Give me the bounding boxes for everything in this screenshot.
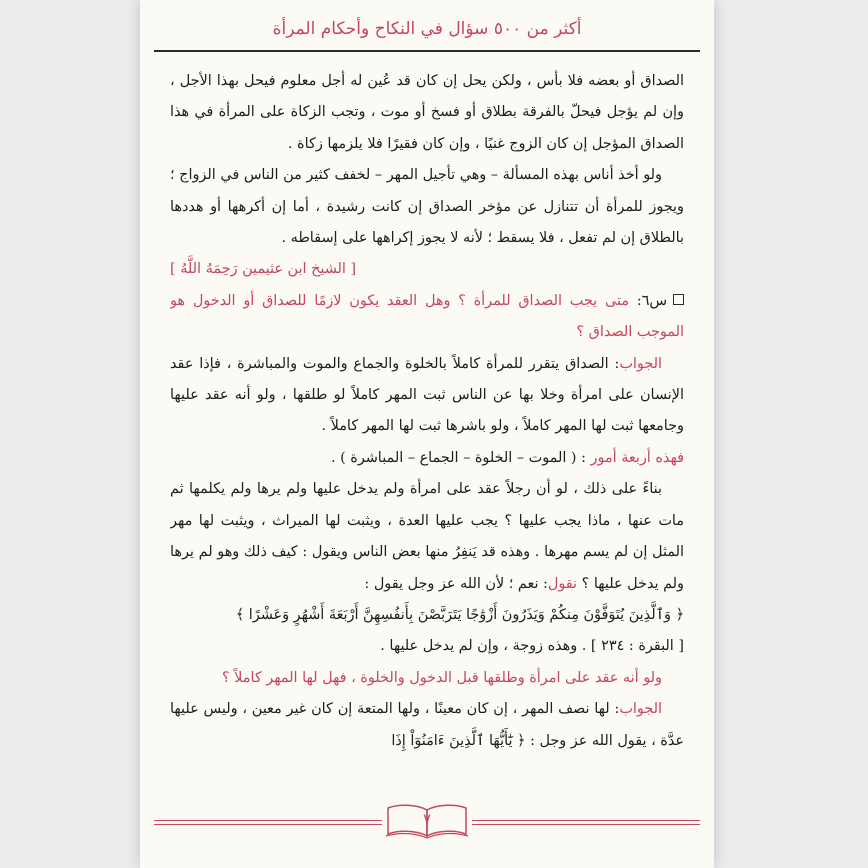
answer-2-label: الجواب xyxy=(619,701,662,718)
answer-label: الجواب xyxy=(619,355,662,372)
book-page xyxy=(140,0,714,868)
answer-text: : الصداق يتقرر للمرأة كاملاً بالخلوة والجماع والموت والمباشرة ، فإذا عقد الإنسان على امرأة وخلا بها عن الناس ثبت المهر كاملاً لو طلقها ، ولو أنه عقد عليها وجامعها ثبت لها المهر كاملاً ، ولو باشرها ثبت لها المهر كاملاً . xyxy=(170,355,684,435)
four-matters-text: : ( الموت – الخلوة – الجماع – المباشرة ) . xyxy=(330,449,586,466)
verse-1-reference: [ البقرة : ٢٣٤ ] . وهذه زوجة ، وإن لم يدخل عليها . xyxy=(380,638,684,655)
answer-paragraph xyxy=(170,349,684,443)
question-text: متى يجب الصداق للمرأة ؟ وهل العقد يكون لازمًا للصداق أو الدخول هو الموجب الصداق ؟ xyxy=(170,292,684,341)
paragraph-deferral-note: ولو أخذ أناس بهذه المسألة – وهي تأجيل المهر – لخفف كثير من الناس في الزواج ؛ ويجوز للمرأة أن تتنازل عن مؤخر الصداق إن كانت رشيدة ، أما إن أكرهها أو هددها بالطلاق إن لم تفعل ، فلا يسقط ؛ لأنه لا يجوز إكراهها على إسقاطه . xyxy=(170,167,684,247)
answer-2-text: : لها نصف المهر ، إن كان معينًا ، ولها المتعة إن كان غير معين ، وليس عليها عدَّة ، يقول الله عز وجل : xyxy=(170,701,684,749)
example-continuation: : نعم ؛ لأن الله عز وجل يقول : xyxy=(364,575,548,592)
quran-verse-2: ﴿ يَٰٓأَيُّهَا ٱلَّذِينَ ءَامَنُوٓاْ إِذَا xyxy=(391,732,526,749)
example-text: بناءً على ذلك ، لو أن رجلاً عقد على امرأة ولم يدخل عليها ولم يرها ولم يكلمها ثم مات عنها ، ماذا يجب عليها ؟ يجب عليها العدة ، ويثبت لها الميراث ، ويثبت لها مهر المثل إن لم يسم مهرها . وهذه قد يَنفِرُ منها بعض الناس ويقول : كيف ذلك وهو لم يرها ولم يدخل عليها ؟ xyxy=(170,481,684,592)
question-number: س٦: xyxy=(636,292,667,309)
page-number: ٧ xyxy=(422,810,432,828)
header-title: أكثر من ٥٠٠ سؤال في النكاح وأحكام المرأة xyxy=(272,19,582,39)
question-marker-icon xyxy=(673,294,684,305)
running-header xyxy=(156,14,698,48)
answer-2-paragraph xyxy=(170,694,684,757)
four-matters-line xyxy=(170,443,684,474)
question-6 xyxy=(170,286,684,349)
header-divider xyxy=(154,50,700,52)
four-matters-label: فهذه أربعة أمور xyxy=(590,449,684,466)
naqul-label: نقول xyxy=(547,575,578,592)
page-footer xyxy=(154,802,700,842)
page-body xyxy=(170,66,684,796)
paragraph-deferred-dowry: الصداق أو بعضه فلا بأس ، ولكن يحل إن كان قد عُين له أجل معلوم فيحل بهذا الأجل ، وإن لم يؤجل فيحلّ بالفرقة بطلاق أو فسخ أو موت ، وتجب الزكاة على المرأة في هذا الصداق المؤجل إن كان الزوج غنيًا ، وإن كان فقيرًا فلا يلزمها زكاة . xyxy=(170,73,684,152)
quran-verse-1: ﴿ وَٱلَّذِينَ يُتَوَفَّوْنَ مِنكُمْ وَيَذَرُونَ أَزْوَٰجًا يَتَرَبَّصْنَ بِأَنفُسِهِنَّ أَرْبَعَةَ أَشْهُرٍ وَعَشْرًا ﴾ xyxy=(235,606,684,623)
source-attribution: [ الشيخ ابن عثيمين رَحِمَهُ اللَّهُ ] xyxy=(170,261,357,278)
follow-up-question: ولو أنه عقد على امرأة وطلقها قبل الدخول والخلوة ، فهل لها المهر كاملاً ؟ xyxy=(221,669,662,686)
example-paragraph xyxy=(170,474,684,600)
